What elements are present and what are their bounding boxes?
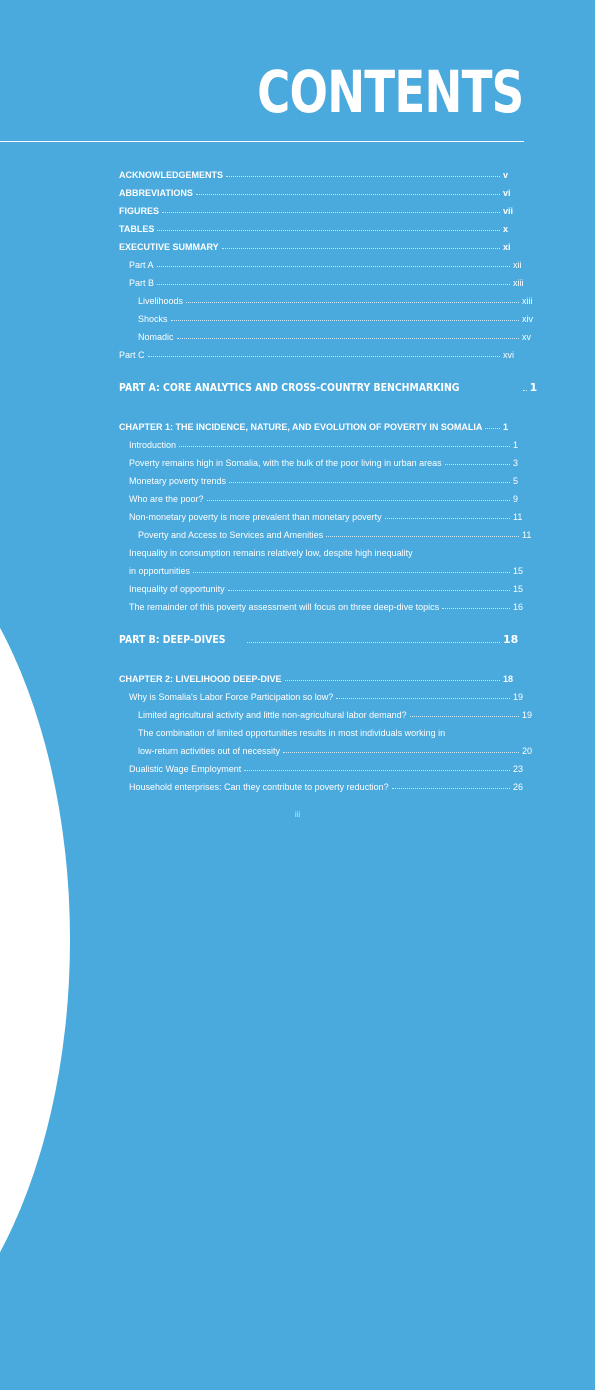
toc-entry[interactable] — [119, 598, 531, 612]
toc-entry-label: Part A — [129, 260, 154, 270]
toc-entry-label: Livelihoods — [138, 296, 184, 306]
toc-entry-label: Part B — [129, 278, 155, 288]
toc-dot-leader — [285, 680, 500, 681]
toc-dot-leader — [229, 482, 510, 483]
toc-dot-leader — [157, 266, 510, 267]
toc-entry-label: in opportunities — [129, 566, 191, 576]
toc-entry-label: FIGURES — [119, 206, 160, 216]
toc-entry[interactable] — [119, 328, 540, 342]
toc-entry[interactable] — [119, 166, 521, 180]
toc-entry-label: Introduction — [129, 440, 177, 450]
toc-entry-label: Dualistic Wage Employment — [129, 764, 242, 774]
toc-entry[interactable] — [119, 380, 538, 394]
toc-dot-leader — [228, 590, 510, 591]
toc-dot-leader — [523, 390, 527, 391]
toc-entry-label: low-return activities out of necessity — [138, 746, 281, 756]
toc-dot-leader — [157, 230, 500, 231]
toc-entry[interactable] — [119, 778, 531, 792]
toc-entry-label: Poverty and Access to Services and Amenities — [138, 530, 324, 540]
decorative-white-curve — [0, 490, 70, 1390]
toc-entry[interactable] — [119, 238, 521, 252]
toc-entry[interactable] — [119, 508, 531, 522]
toc-entry-page: xiv — [522, 314, 533, 324]
toc-entry-page: xiii — [522, 296, 533, 306]
toc-dot-leader — [392, 788, 510, 789]
toc-entry-label: Inequality in consumption remains relatively low, despite high inequality — [129, 548, 413, 558]
toc-dot-leader — [171, 320, 519, 321]
toc-dot-leader — [385, 518, 510, 519]
toc-entry-page: vi — [503, 188, 511, 198]
toc-entry[interactable] — [119, 526, 540, 540]
toc-dot-leader — [148, 356, 500, 357]
toc-entry[interactable] — [119, 724, 540, 738]
toc-entry-page: vii — [503, 206, 514, 216]
toc-entry-label: The combination of limited opportunities results in most individuals working in — [138, 728, 446, 738]
toc-entry[interactable] — [119, 292, 540, 306]
toc-dot-leader — [485, 428, 500, 429]
toc-entry[interactable] — [119, 760, 531, 774]
toc-entry[interactable] — [119, 688, 531, 702]
toc-entry-page: 11 — [522, 530, 532, 540]
toc-entry-page: 5 — [513, 476, 519, 486]
toc-entry[interactable] — [119, 562, 531, 576]
toc-dot-leader — [179, 446, 510, 447]
toc-dot-leader — [336, 698, 510, 699]
toc-entry[interactable] — [119, 472, 531, 486]
toc-dot-leader — [442, 608, 510, 609]
toc-entry-label: Poverty remains high in Somalia, with the bulk of the poor living in urban areas — [129, 458, 442, 468]
toc-dot-leader — [177, 338, 519, 339]
toc-entry-page: 19 — [513, 692, 524, 702]
toc-entry[interactable] — [119, 346, 521, 360]
toc-entry-page: xvi — [503, 350, 514, 360]
toc-entry-label: Limited agricultural activity and little non-agricultural labor demand? — [138, 710, 407, 720]
toc-entry-label: ACKNOWLEDGEMENTS — [119, 170, 223, 180]
toc-entry-page: 15 — [513, 584, 524, 594]
page-number: iii — [294, 810, 301, 819]
title-divider — [0, 141, 524, 142]
toc-entry-label: Why is Somalia's Labor Force Participation so low? — [129, 692, 334, 702]
toc-entry-page: xiii — [513, 278, 524, 288]
toc-entry-page: 11 — [513, 512, 523, 522]
toc-entry-label: Non-monetary poverty is more prevalent than monetary poverty — [129, 512, 382, 522]
toc-entry[interactable] — [119, 632, 521, 646]
toc-entry-page: 9 — [513, 494, 519, 504]
toc-entry-page: xi — [503, 242, 511, 252]
toc-dot-leader — [162, 212, 500, 213]
toc-dot-leader — [157, 284, 510, 285]
toc-dot-leader — [445, 464, 510, 465]
toc-entry-page: 26 — [513, 782, 524, 792]
toc-dot-leader — [196, 194, 500, 195]
toc-entry[interactable] — [119, 706, 540, 720]
toc-entry-page: v — [503, 170, 509, 180]
toc-entry-label: Shocks — [138, 314, 168, 324]
toc-entry[interactable] — [119, 544, 531, 558]
toc-entry-page: 1 — [503, 422, 509, 432]
toc-entry[interactable] — [119, 310, 540, 324]
toc-entry[interactable] — [119, 454, 531, 468]
toc-entry[interactable] — [119, 670, 521, 684]
toc-dot-leader — [410, 716, 519, 717]
toc-dot-leader — [244, 770, 510, 771]
toc-entry-label: CHAPTER 2: LIVELIHOOD DEEP-DIVE — [119, 674, 282, 684]
page-title: CONTENTS — [256, 58, 523, 126]
toc-entry-label: TABLES — [119, 224, 155, 234]
toc-entry[interactable] — [119, 742, 540, 756]
toc-entry-page: 19 — [522, 710, 533, 720]
toc-dot-leader — [283, 752, 519, 753]
toc-entry-page: 1 — [529, 381, 538, 394]
toc-entry-label: PART B: DEEP-DIVES — [119, 633, 226, 646]
toc-entry-page: 3 — [513, 458, 519, 468]
toc-entry-page: 18 — [503, 674, 514, 684]
toc-entry-page: xii — [513, 260, 522, 270]
toc-entry-page: 18 — [503, 633, 519, 646]
toc-entry-label: Nomadic — [138, 332, 174, 342]
toc-entry-label: Inequality of opportunity — [129, 584, 225, 594]
toc-entry-label: Part C — [119, 350, 145, 360]
toc-entry-label: Household enterprises: Can they contribute to poverty reduction? — [129, 782, 389, 792]
toc-dot-leader — [186, 302, 519, 303]
toc-dot-leader — [326, 536, 519, 537]
toc-dot-leader — [222, 248, 500, 249]
toc-entry-label: The remainder of this poverty assessment will focus on three deep-dive topics — [129, 602, 440, 612]
toc-entry-page: xv — [522, 332, 531, 342]
toc-entry-label: EXECUTIVE SUMMARY — [119, 242, 219, 252]
toc-entry[interactable] — [119, 184, 521, 198]
toc-entry-page: 20 — [522, 746, 533, 756]
toc-entry-page: x — [503, 224, 509, 234]
toc-entry[interactable] — [119, 580, 531, 594]
toc-entry-label: Monetary poverty trends — [129, 476, 227, 486]
toc-entry[interactable] — [119, 436, 531, 450]
toc-entry[interactable] — [119, 490, 531, 504]
toc-entry[interactable] — [119, 256, 531, 270]
toc-dot-leader — [193, 572, 510, 573]
toc-dot-leader — [247, 642, 500, 643]
toc-dot-leader — [207, 500, 510, 501]
toc-entry-page: 15 — [513, 566, 524, 576]
toc-entry[interactable] — [119, 418, 521, 432]
toc-entry[interactable] — [119, 202, 521, 216]
toc-entry-page: 16 — [513, 602, 524, 612]
toc-entry-label: PART A: CORE ANALYTICS AND CROSS-COUNTRY BENCHMARKING — [119, 381, 460, 394]
toc-entry-label: ABBREVIATIONS — [119, 188, 193, 198]
toc-entry-page: 1 — [513, 440, 519, 450]
toc-entry[interactable] — [119, 274, 531, 288]
toc-entry-label: CHAPTER 1: THE INCIDENCE, NATURE, AND EVOLUTION OF POVERTY IN SOMALIA — [119, 422, 483, 432]
toc-entry-page: 23 — [513, 764, 524, 774]
toc-dot-leader — [226, 176, 500, 177]
toc-entry-label: Who are the poor? — [129, 494, 204, 504]
toc-entry[interactable] — [119, 220, 521, 234]
